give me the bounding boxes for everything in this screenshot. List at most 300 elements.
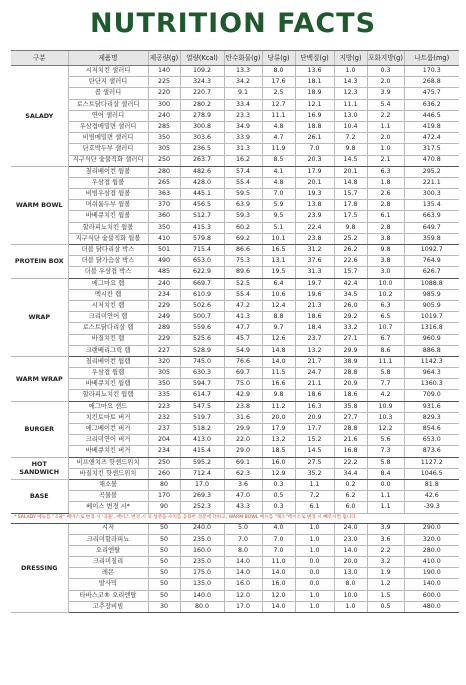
carbs-cell: 9.1 xyxy=(224,88,262,99)
protein-cell: 14.5 xyxy=(295,446,334,457)
table-row xyxy=(11,579,459,590)
product-name-cell: 레몬 xyxy=(68,568,148,579)
table-row xyxy=(11,300,459,311)
protein-cell: 23.8 xyxy=(295,233,334,244)
sodium-cell: 1316.8 xyxy=(404,323,459,334)
serving-cell: 335 xyxy=(148,390,180,401)
saturated-fat-cell: 9.8 xyxy=(367,245,404,256)
serving-cell: 360 xyxy=(148,211,180,222)
table-row xyxy=(11,312,459,323)
calories-cell: 428.0 xyxy=(180,177,224,188)
header-sodium: 나트륨(mg) xyxy=(404,51,459,66)
product-name-cell: 곡물볼 xyxy=(68,491,148,502)
table-row xyxy=(11,155,459,166)
fat-cell: 34.4 xyxy=(334,468,367,479)
calories-cell: 252.3 xyxy=(180,502,224,513)
header-saturated-fat: 포화지방(g) xyxy=(367,51,404,66)
calories-cell: 456.5 xyxy=(180,200,224,211)
sugars-cell: 16.0 xyxy=(262,457,295,468)
serving-cell: 90 xyxy=(148,502,180,513)
calories-cell: 324.3 xyxy=(180,77,224,88)
calories-cell: 482.6 xyxy=(180,166,224,177)
table-row xyxy=(11,345,459,356)
sodium-cell: 42.6 xyxy=(404,491,459,502)
saturated-fat-cell: 1.5 xyxy=(367,590,404,601)
protein-cell: 17.7 xyxy=(295,424,334,435)
header-protein: 단백질(g) xyxy=(295,51,334,66)
sodium-cell: 600.0 xyxy=(404,590,459,601)
calories-cell: 502.6 xyxy=(180,300,224,311)
calories-cell: 630.3 xyxy=(180,368,224,379)
calories-cell: 712.4 xyxy=(180,468,224,479)
calories-cell: 528.9 xyxy=(180,345,224,356)
sugars-cell: 14.0 xyxy=(262,601,295,612)
carbs-cell: 41.3 xyxy=(224,312,262,323)
carbs-cell: 47.7 xyxy=(224,323,262,334)
serving-cell: 204 xyxy=(148,435,180,446)
serving-cell: 50 xyxy=(148,590,180,601)
carbs-cell: 59.5 xyxy=(224,189,262,200)
fat-cell: 20.0 xyxy=(334,557,367,568)
table-row xyxy=(11,534,459,545)
saturated-fat-cell: 2.6 xyxy=(367,189,404,200)
category-cell: PROTEIN BOX xyxy=(11,245,68,279)
saturated-fat-cell: 6.1 xyxy=(367,211,404,222)
protein-cell: 19.6 xyxy=(295,289,334,300)
sugars-cell: 0.3 xyxy=(262,502,295,513)
table-row xyxy=(11,133,459,144)
serving-cell: 140 xyxy=(148,66,180,77)
table-row xyxy=(11,368,459,379)
table-row xyxy=(11,144,459,155)
saturated-fat-cell: 8.6 xyxy=(367,345,404,356)
calories-cell: 653.0 xyxy=(180,256,224,267)
carbs-cell: 54.9 xyxy=(224,345,262,356)
table-row xyxy=(11,88,459,99)
sodium-cell: 764.9 xyxy=(404,256,459,267)
saturated-fat-cell: 7.3 xyxy=(367,446,404,457)
sodium-cell: 135.4 xyxy=(404,200,459,211)
saturated-fat-cell: 12.2 xyxy=(367,424,404,435)
saturated-fat-cell: 3.0 xyxy=(367,267,404,278)
table-row xyxy=(11,457,459,468)
product-name-cell: 할라피뇨치킨 웜볼 xyxy=(68,222,148,233)
sugars-cell: 7.0 xyxy=(262,189,295,200)
table-row xyxy=(11,601,459,612)
sodium-cell: 190.0 xyxy=(404,568,459,579)
carbs-cell: 29.0 xyxy=(224,446,262,457)
header-category: 구분 xyxy=(11,51,68,66)
serving-cell: 50 xyxy=(148,557,180,568)
saturated-fat-cell: 1.9 xyxy=(367,568,404,579)
carbs-cell: 17.0 xyxy=(224,601,262,612)
product-name-cell: 단호박두부 샐러디 xyxy=(68,144,148,155)
table-row xyxy=(11,468,459,479)
fat-cell: 9.8 xyxy=(334,222,367,233)
sodium-cell: 470.8 xyxy=(404,155,459,166)
table-row xyxy=(11,278,459,289)
saturated-fat-cell: 3.9 xyxy=(367,88,404,99)
product-name-cell: 연어 샐러디 xyxy=(68,110,148,121)
carbs-cell: 29.9 xyxy=(224,424,262,435)
saturated-fat-cell: 5.4 xyxy=(367,99,404,110)
protein-cell: 18.8 xyxy=(295,121,334,132)
fat-cell: 20.1 xyxy=(334,166,367,177)
carbs-cell: 14.0 xyxy=(224,557,262,568)
carbs-cell: 55.4 xyxy=(224,177,262,188)
protein-cell: 23.7 xyxy=(295,334,334,345)
sugars-cell: 10.6 xyxy=(262,289,295,300)
carbs-cell: 13.3 xyxy=(224,66,262,77)
table-row xyxy=(11,166,459,177)
serving-cell: 350 xyxy=(148,222,180,233)
calories-cell: 415.4 xyxy=(180,446,224,457)
table-row xyxy=(11,323,459,334)
fat-cell: 17.5 xyxy=(334,211,367,222)
saturated-fat-cell: 3.6 xyxy=(367,534,404,545)
fat-cell: 15.7 xyxy=(334,267,367,278)
serving-cell: 305 xyxy=(148,144,180,155)
protein-cell: 26.1 xyxy=(295,133,334,144)
serving-cell: 250 xyxy=(148,155,180,166)
sugars-cell: 16.5 xyxy=(262,245,295,256)
calories-cell: 235.0 xyxy=(180,557,224,568)
calories-cell: 715.4 xyxy=(180,245,224,256)
sugars-cell: 13.1 xyxy=(262,256,295,267)
fat-cell: 35.8 xyxy=(334,401,367,412)
fat-cell: 26.0 xyxy=(334,300,367,311)
protein-cell: 31.3 xyxy=(295,267,334,278)
sodium-cell: 886.8 xyxy=(404,345,459,356)
sodium-cell: 359.8 xyxy=(404,233,459,244)
saturated-fat-cell: 3.8 xyxy=(367,233,404,244)
sugars-cell: 17.9 xyxy=(262,424,295,435)
fat-cell: 25.2 xyxy=(334,233,367,244)
table-row xyxy=(11,245,459,256)
serving-cell: 410 xyxy=(148,233,180,244)
sodium-cell: 653.0 xyxy=(404,435,459,446)
calories-cell: 519.7 xyxy=(180,412,224,423)
sodium-cell: 221.1 xyxy=(404,177,459,188)
calories-cell: 175.0 xyxy=(180,568,224,579)
carbs-cell: 55.4 xyxy=(224,289,262,300)
sugars-cell: 11.5 xyxy=(262,368,295,379)
protein-cell: 16.9 xyxy=(295,110,334,121)
protein-cell: 0.0 xyxy=(295,579,334,590)
category-cell: WRAP xyxy=(11,278,68,356)
calories-cell: 235.0 xyxy=(180,534,224,545)
sugars-cell: 12.7 xyxy=(262,99,295,110)
sodium-cell: 410.0 xyxy=(404,557,459,568)
sugars-cell: 11.9 xyxy=(262,144,295,155)
calories-cell: 263.7 xyxy=(180,155,224,166)
protein-cell: 12.1 xyxy=(295,99,334,110)
calories-cell: 622.9 xyxy=(180,267,224,278)
sugars-cell: 12.0 xyxy=(262,590,295,601)
saturated-fat-cell: 3.2 xyxy=(367,557,404,568)
category-cell: WARM BOWL xyxy=(11,166,68,244)
fat-cell: 9.8 xyxy=(334,144,367,155)
sodium-cell: 709.0 xyxy=(404,390,459,401)
calories-cell: 669.7 xyxy=(180,278,224,289)
carbs-cell: 23.3 xyxy=(224,110,262,121)
sugars-cell: 12.4 xyxy=(262,300,295,311)
category-cell: DRESSING xyxy=(11,523,68,613)
fat-cell: 17.8 xyxy=(334,200,367,211)
product-name-cell: 탄단지 샐러디 xyxy=(68,77,148,88)
sodium-cell: 1142.3 xyxy=(404,356,459,367)
sodium-cell: 1046.5 xyxy=(404,468,459,479)
carbs-cell: 14.0 xyxy=(224,568,262,579)
table-row xyxy=(11,424,459,435)
sodium-cell: 829.3 xyxy=(404,412,459,423)
protein-cell: 16.3 xyxy=(295,401,334,412)
table-row xyxy=(11,401,459,412)
protein-cell: 18.6 xyxy=(295,312,334,323)
carbs-cell: 34.2 xyxy=(224,77,262,88)
sodium-cell: 931.6 xyxy=(404,401,459,412)
calories-cell: 278.9 xyxy=(180,110,224,121)
table-row xyxy=(11,233,459,244)
sodium-cell: 649.7 xyxy=(404,222,459,233)
base-change-footnote: * SALADY 메뉴를 "곡물" 베이스로 변경 시 '곡물', 베이스 변경 시 의 성분을 수치를 응용한 성분에 더하고, WARM BOWL 메뉴를 "채소"베이스로 변경 시 빼주시면 됩니다. xyxy=(11,513,459,523)
calories-cell: 80.0 xyxy=(180,601,224,612)
carbs-cell: 60.2 xyxy=(224,222,262,233)
sugars-cell: 7.0 xyxy=(262,545,295,556)
table-row xyxy=(11,211,459,222)
sodium-cell: 854.6 xyxy=(404,424,459,435)
sodium-cell: 964.3 xyxy=(404,368,459,379)
table-row xyxy=(11,99,459,110)
saturated-fat-cell: 1.1 xyxy=(367,121,404,132)
calories-cell: 579.8 xyxy=(180,233,224,244)
product-name-cell: 타바스코® 오리엔탈 xyxy=(68,590,148,601)
sodium-cell: 1092.7 xyxy=(404,245,459,256)
fat-cell: 14.3 xyxy=(334,77,367,88)
product-name-cell: 에그마요 샌드 xyxy=(68,401,148,412)
table-row xyxy=(11,189,459,200)
product-name-cell: 우삼겹 웜랩 xyxy=(68,368,148,379)
sugars-cell: 13.2 xyxy=(262,435,295,446)
product-name-cell: 바베큐치킨 버거 xyxy=(68,446,148,457)
product-name-cell: 고추장비빔 xyxy=(68,601,148,612)
saturated-fat-cell: 0.5 xyxy=(367,601,404,612)
sugars-cell: 19.5 xyxy=(262,267,295,278)
protein-cell: 6.1 xyxy=(295,502,334,513)
saturated-fat-cell: 1.1 xyxy=(367,491,404,502)
saturated-fat-cell: 4.2 xyxy=(367,390,404,401)
product-name-cell: 우삼겹 웜볼 xyxy=(68,177,148,188)
sugars-cell: 4.8 xyxy=(262,177,295,188)
carbs-cell: 47.2 xyxy=(224,300,262,311)
sugars-cell: 14.0 xyxy=(262,568,295,579)
carbs-cell: 43.3 xyxy=(224,502,262,513)
product-name-cell: 크리미칠리 xyxy=(68,557,148,568)
sugars-cell: 4.8 xyxy=(262,121,295,132)
sugars-cell: 0.5 xyxy=(262,491,295,502)
serving-cell: 260 xyxy=(148,468,180,479)
carbs-cell: 69.1 xyxy=(224,457,262,468)
carbs-cell: 42.9 xyxy=(224,390,262,401)
sugars-cell: 10.1 xyxy=(262,233,295,244)
header-fat: 지방(g) xyxy=(334,51,367,66)
fat-cell: 8.0 xyxy=(334,579,367,590)
fat-cell: 34.5 xyxy=(334,289,367,300)
calories-cell: 280.2 xyxy=(180,99,224,110)
calories-cell: 236.5 xyxy=(180,144,224,155)
table-row xyxy=(11,289,459,300)
sugars-cell: 18.5 xyxy=(262,446,295,457)
product-name-cell: 치킨토마토 버거 xyxy=(68,412,148,423)
calories-cell: 614.7 xyxy=(180,390,224,401)
product-name-cell: 에그베이컨 버거 xyxy=(68,424,148,435)
fat-cell: 26.2 xyxy=(334,245,367,256)
protein-cell: 31.2 xyxy=(295,245,334,256)
calories-cell: 269.3 xyxy=(180,491,224,502)
product-name-cell: 크리미연어 버거 xyxy=(68,435,148,446)
sodium-cell: 475.7 xyxy=(404,88,459,99)
protein-cell: 1.0 xyxy=(295,523,334,534)
protein-cell: 1.0 xyxy=(295,534,334,545)
calories-cell: 525.6 xyxy=(180,334,224,345)
carbs-cell: 89.6 xyxy=(224,267,262,278)
sugars-cell: 17.6 xyxy=(262,77,295,88)
protein-cell: 20.3 xyxy=(295,155,334,166)
footnote-row xyxy=(11,513,459,523)
carbs-cell: 69.2 xyxy=(224,233,262,244)
product-name-cell: 에그마요 랩 xyxy=(68,278,148,289)
saturated-fat-cell: 2.1 xyxy=(367,155,404,166)
fat-cell: 1.0 xyxy=(334,601,367,612)
fat-cell: 7.2 xyxy=(334,133,367,144)
table-body xyxy=(11,66,459,613)
carbs-cell: 7.0 xyxy=(224,534,262,545)
calories-cell: 547.5 xyxy=(180,401,224,412)
sodium-cell: 663.9 xyxy=(404,211,459,222)
fat-cell: 10.4 xyxy=(334,121,367,132)
carbs-cell: 33.4 xyxy=(224,99,262,110)
serving-cell: 30 xyxy=(148,601,180,612)
serving-cell: 250 xyxy=(148,457,180,468)
calories-cell: 595.2 xyxy=(180,457,224,468)
sodium-cell: 81.8 xyxy=(404,479,459,490)
saturated-fat-cell: 3.8 xyxy=(367,256,404,267)
table-row xyxy=(11,590,459,601)
protein-cell: 1.1 xyxy=(295,479,334,490)
product-name-cell: 칠리베이컨 웜볼 xyxy=(68,166,148,177)
sodium-cell: 320.0 xyxy=(404,534,459,545)
carbs-cell: 31.3 xyxy=(224,144,262,155)
table-row xyxy=(11,491,459,502)
carbs-cell: 75.3 xyxy=(224,256,262,267)
table-row xyxy=(11,390,459,401)
serving-cell: 240 xyxy=(148,110,180,121)
protein-cell: 24.7 xyxy=(295,368,334,379)
sodium-cell: 268.8 xyxy=(404,77,459,88)
fat-cell: 13.0 xyxy=(334,568,367,579)
saturated-fat-cell: 11.1 xyxy=(367,356,404,367)
carbs-cell: 16.2 xyxy=(224,155,262,166)
carbs-cell: 34.9 xyxy=(224,121,262,132)
sodium-cell: 419.8 xyxy=(404,121,459,132)
fat-cell: 13.0 xyxy=(334,110,367,121)
table-row xyxy=(11,121,459,132)
fat-cell: 29.2 xyxy=(334,312,367,323)
saturated-fat-cell: 10.0 xyxy=(367,278,404,289)
sugars-cell: 12.6 xyxy=(262,334,295,345)
calories-cell: 610.9 xyxy=(180,289,224,300)
protein-cell: 35.2 xyxy=(295,468,334,479)
sodium-cell: 317.5 xyxy=(404,144,459,155)
product-name-cell: 머쉬룸두부 웜볼 xyxy=(68,200,148,211)
product-name-cell: 채소볼 xyxy=(68,479,148,490)
page-title: NUTRITION FACTS xyxy=(89,8,377,39)
product-name-cell: 더블 닭가슴살 박스 xyxy=(68,256,148,267)
carbs-cell: 16.0 xyxy=(224,579,262,590)
saturated-fat-cell: 10.3 xyxy=(367,412,404,423)
product-name-cell: 더블 닭다리살 박스 xyxy=(68,245,148,256)
serving-cell: 234 xyxy=(148,446,180,457)
calories-cell: 518.2 xyxy=(180,424,224,435)
protein-cell: 21.1 xyxy=(295,379,334,390)
saturated-fat-cell: 5.8 xyxy=(367,457,404,468)
product-name-cell: 비빔메밀면 샐러디 xyxy=(68,133,148,144)
table-row xyxy=(11,200,459,211)
product-name-cell: 오리엔탈 xyxy=(68,545,148,556)
carbs-cell: 76.6 xyxy=(224,356,262,367)
saturated-fat-cell: 0.0 xyxy=(367,479,404,490)
sodium-cell: 905.9 xyxy=(404,300,459,311)
serving-cell: 225 xyxy=(148,77,180,88)
fat-cell: 6.0 xyxy=(334,502,367,513)
serving-cell: 320 xyxy=(148,356,180,367)
fat-cell: 10.0 xyxy=(334,590,367,601)
sugars-cell: 9.7 xyxy=(262,323,295,334)
protein-cell: 7.0 xyxy=(295,144,334,155)
category-cell: BASE xyxy=(11,479,68,513)
protein-cell: 21.7 xyxy=(295,356,334,367)
category-cell: BURGER xyxy=(11,401,68,457)
table-row xyxy=(11,379,459,390)
product-name-cell: 칠리베이컨 웜랩 xyxy=(68,356,148,367)
sodium-cell: 140.0 xyxy=(404,579,459,590)
saturated-fat-cell: 1.8 xyxy=(367,177,404,188)
carbs-cell: 59.3 xyxy=(224,211,262,222)
fat-cell: 15.7 xyxy=(334,189,367,200)
carbs-cell: 33.9 xyxy=(224,133,262,144)
sugars-cell: 14.8 xyxy=(262,345,295,356)
product-name-cell: 로스트닭다리살 샐러디 xyxy=(68,99,148,110)
table-row xyxy=(11,177,459,188)
sugars-cell: 6.4 xyxy=(262,278,295,289)
fat-cell: 14.0 xyxy=(334,545,367,556)
saturated-fat-cell: 2.8 xyxy=(367,222,404,233)
saturated-fat-cell: 3.9 xyxy=(367,523,404,534)
sugars-cell: 4.1 xyxy=(262,166,295,177)
sugars-cell: 9.5 xyxy=(262,211,295,222)
calories-cell: 160.0 xyxy=(180,545,224,556)
fat-cell: 14.5 xyxy=(334,155,367,166)
protein-cell: 22.4 xyxy=(295,222,334,233)
table-row xyxy=(11,77,459,88)
category-cell: SALADY xyxy=(11,66,68,167)
saturated-fat-cell: 6.7 xyxy=(367,334,404,345)
fat-cell: 11.1 xyxy=(334,99,367,110)
saturated-fat-cell: 5.6 xyxy=(367,435,404,446)
serving-cell: 300 xyxy=(148,99,180,110)
protein-cell: 17.9 xyxy=(295,166,334,177)
calories-cell: 135.0 xyxy=(180,579,224,590)
